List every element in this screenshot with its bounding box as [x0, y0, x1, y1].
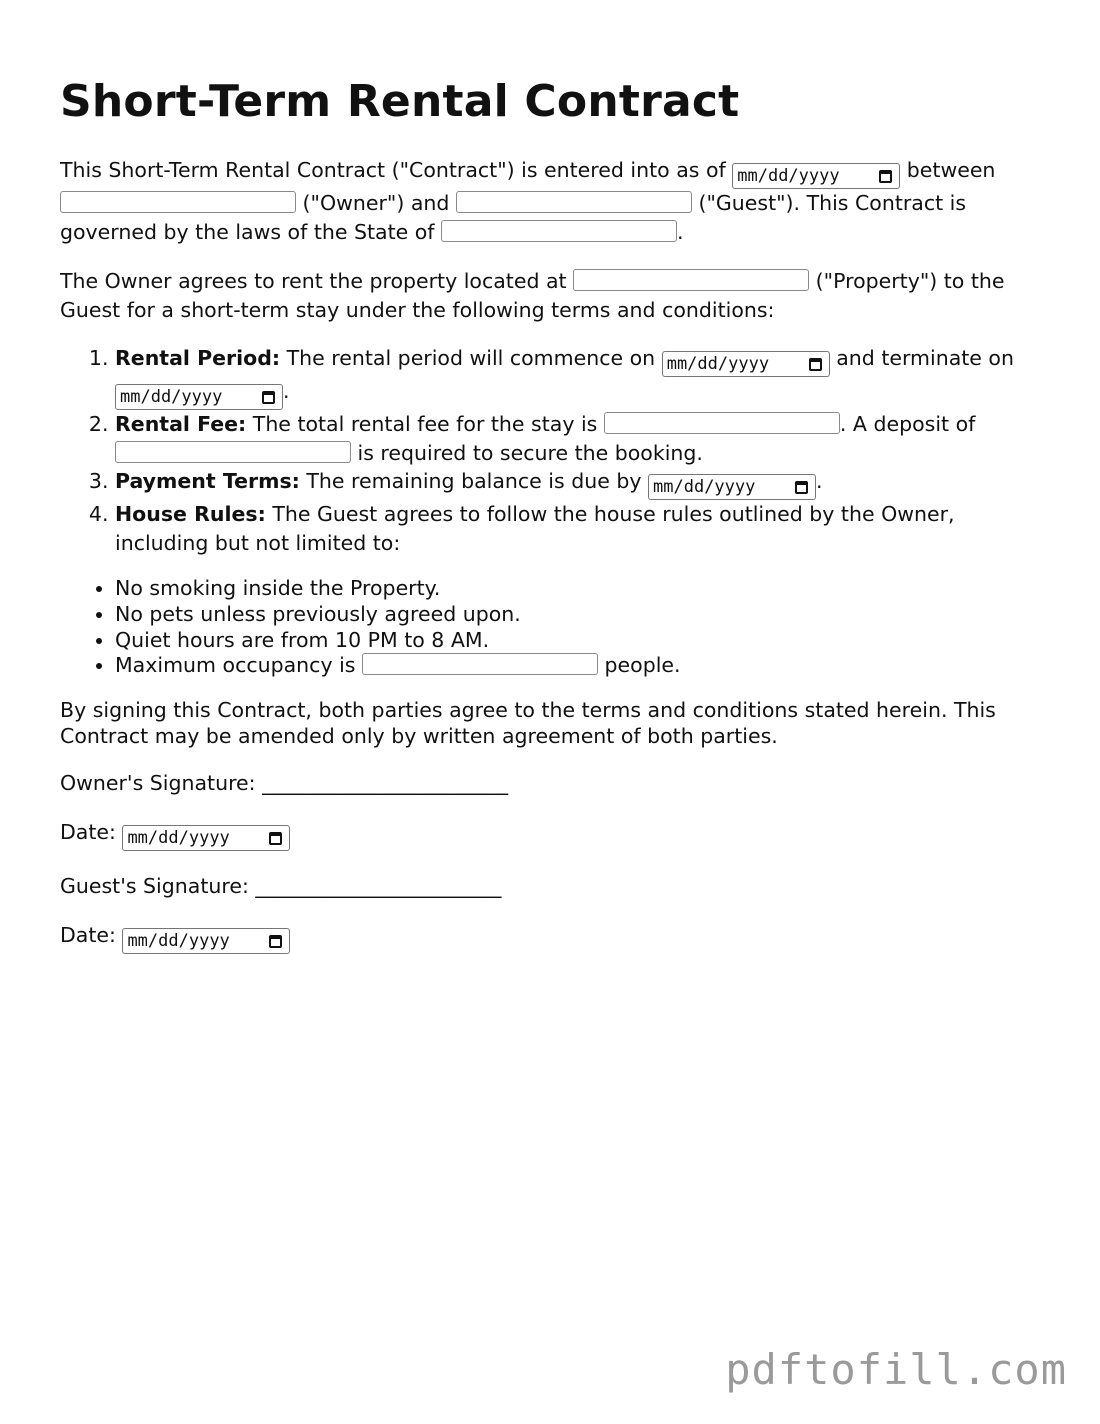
rental-end-date-input[interactable] [115, 384, 283, 410]
contract-date-input[interactable] [732, 163, 900, 189]
date-placeholder: mm/dd/yyyy [127, 931, 230, 952]
list-item: • No pets unless previously agreed upon. [115, 602, 1045, 628]
term-text: is required to secure the booking. [357, 440, 703, 465]
deposit-field[interactable] [115, 441, 351, 463]
list-item [115, 500, 1045, 557]
term-text: . A deposit of [839, 412, 976, 436]
page-title: Short-Term Rental Contract [60, 76, 740, 127]
property-paragraph [60, 267, 1045, 324]
guest-signature-line: Guest's Signature: ________________________ [60, 874, 502, 899]
calendar-icon [795, 481, 808, 494]
guest-date-row [60, 921, 1045, 954]
date-placeholder: mm/dd/yyyy [737, 166, 840, 186]
payment-due-date-input[interactable] [648, 474, 816, 500]
calendar-icon [269, 935, 282, 948]
watermark: pdftofill.com [725, 1345, 1067, 1394]
rule-text: Maximum occupancy is [115, 653, 356, 678]
date-placeholder: mm/dd/yyyy [653, 477, 756, 497]
intro-text: ("Guest"). This Contract is governed by the laws of the State of [60, 191, 967, 244]
calendar-icon [809, 358, 822, 371]
term-text: The rental period will commence on [286, 346, 656, 370]
list-item: • Quiet hours are from 10 PM to 8 AM. [115, 628, 1045, 654]
term-label: House Rules: [115, 502, 266, 526]
list-item [115, 653, 1045, 679]
rental-start-date-input[interactable] [662, 351, 830, 377]
term-label: Rental Period: [115, 346, 281, 370]
term-text: The remaining balance is due by [306, 469, 642, 493]
property-address-field[interactable] [573, 269, 809, 291]
owner-date-row [60, 818, 1045, 851]
intro-text: . [677, 219, 684, 244]
rental-fee-field[interactable] [604, 412, 840, 434]
terms-list [60, 344, 1045, 557]
guest-date-input[interactable] [122, 928, 290, 954]
list-item: • No smoking inside the Property. [115, 576, 1045, 602]
list-item [115, 467, 1045, 500]
list-item [115, 410, 1045, 467]
intro-text: This Short-Term Rental Contract ("Contract") is entered into as of [60, 158, 726, 182]
owner-name-field[interactable] [60, 191, 296, 213]
date-placeholder: mm/dd/yyyy [120, 387, 223, 407]
intro-text: ("Owner") and [302, 191, 450, 215]
contract-page [60, 76, 1045, 975]
term-text: The Guest agrees to follow the house rules outlined by the Owner, including but not limited to: [115, 502, 955, 555]
date-placeholder: mm/dd/yyyy [666, 354, 770, 374]
term-label: Payment Terms: [115, 469, 300, 493]
term-text: The total rental fee for the stay is [252, 412, 598, 436]
property-text: The Owner agrees to rent the property located at [60, 269, 567, 293]
calendar-icon [269, 832, 282, 845]
max-occupancy-field[interactable] [362, 653, 598, 675]
calendar-icon [262, 391, 275, 404]
rule-text: people. [604, 653, 681, 678]
term-text: . [283, 379, 290, 403]
date-label: Date: [60, 820, 116, 845]
owner-date-input[interactable] [122, 825, 290, 851]
term-text: . [816, 469, 823, 493]
term-text: and terminate on [836, 346, 1014, 370]
list-item [115, 344, 1045, 410]
intro-paragraph [60, 156, 1045, 246]
date-placeholder: mm/dd/yyyy [127, 828, 230, 849]
guest-name-field[interactable] [456, 191, 692, 213]
calendar-icon [879, 170, 892, 183]
intro-text: between [906, 158, 996, 182]
closing-paragraph: By signing this Contract, both parties agree to the terms and conditions stated herein. This Contract may be amended only by written agreement of both parties. [60, 698, 996, 749]
property-text: ("Property") to the Guest for a short-term stay under the following terms and conditions: [60, 269, 1005, 322]
date-label: Date: [60, 923, 116, 948]
house-rules-list [60, 576, 1045, 679]
state-field[interactable] [441, 220, 677, 242]
term-label: Rental Fee: [115, 412, 247, 436]
owner-signature-line: Owner's Signature: ________________________ [60, 771, 509, 796]
